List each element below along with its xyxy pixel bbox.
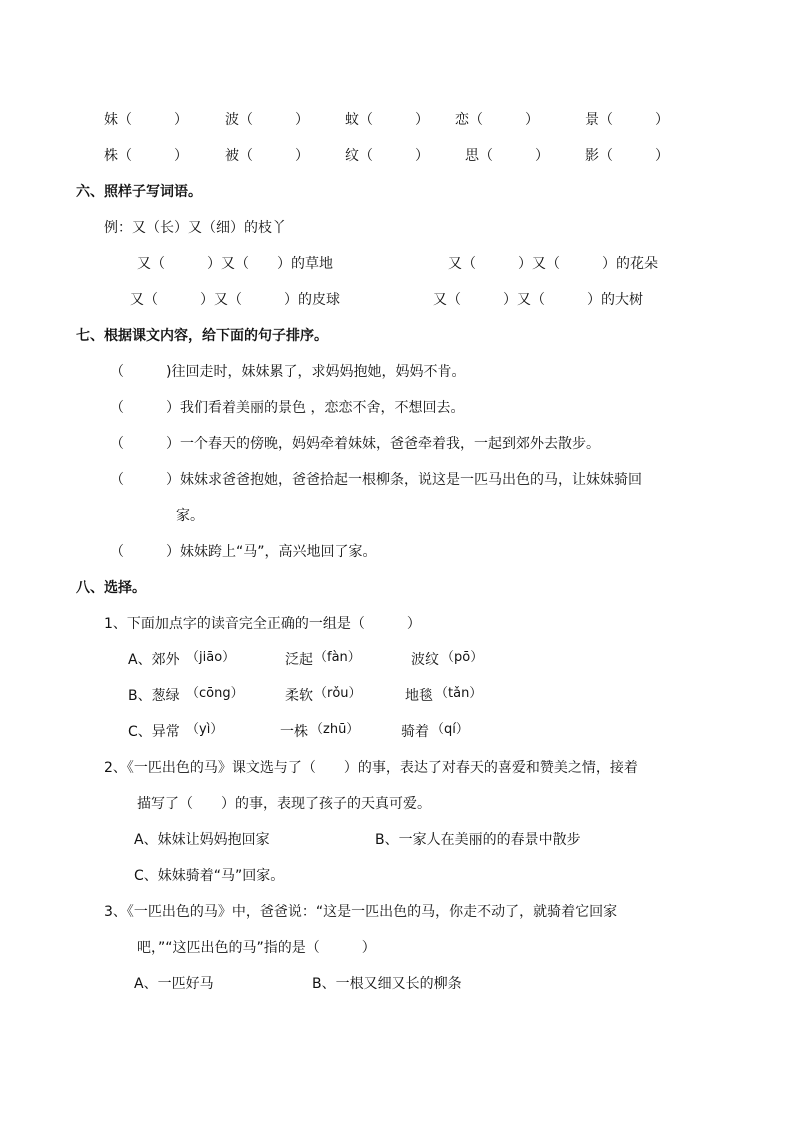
char-item: 影（ ） <box>585 148 669 164</box>
question-2-stem-cont: 描写了（ ）的事，表现了孩子的天真可爱。 <box>137 796 431 812</box>
char-item: 蚊（ ） <box>345 112 429 128</box>
order-item: （ )往回走时，妹妹累了，求妈妈抱她，妈妈不肯。 <box>110 364 466 380</box>
question-1-stem: 1、下面加点字的读音完全正确的一组是（ ） <box>104 616 421 632</box>
pinyin: （cōng） <box>186 686 244 701</box>
option-word: 一株 <box>280 724 308 740</box>
pinyin: （tǎn） <box>435 686 483 701</box>
q2-option-c: C、妹妹骑着“马”回家。 <box>134 868 285 884</box>
char-item: 株（ ） <box>104 148 188 164</box>
char-item: 思（ ） <box>465 148 549 164</box>
order-item: （ ）妹妹求爸爸抱她，爸爸拾起一根柳条，说这是一匹马出色的马，让妹妹骑回 <box>110 472 642 488</box>
question-3-stem-cont: 吧，”“这匹出色的马”指的是（ ） <box>137 940 376 956</box>
q2-option-b: B、一家人在美丽的的春景中散步 <box>375 832 581 848</box>
pinyin: （yì） <box>186 722 224 737</box>
char-item: 妹（ ） <box>104 112 188 128</box>
option-word: 波纹 <box>411 652 439 668</box>
q2-option-a: A、妹妹让妈妈抱回家 <box>134 832 270 848</box>
pinyin: （fàn） <box>314 650 361 665</box>
option-word: A、郊外 <box>128 652 180 668</box>
order-item: （ ）我们看着美丽的景色 ，恋恋不舍，不想回去。 <box>110 400 465 416</box>
fill-item: 又（ ）又（ ）的皮球 <box>130 292 340 308</box>
option-word: C、异常 <box>128 724 180 740</box>
pinyin: （zhū） <box>310 722 360 737</box>
question-2-stem: 2、《一匹出色的马》课文选与了（ ）的事，表达了对春天的喜爱和赞美之情，接着 <box>104 760 638 776</box>
fill-item: 又（ ）又（ ）的大树 <box>433 292 643 308</box>
char-item: 波（ ） <box>225 112 309 128</box>
q3-option-b: B、一根又细又长的柳条 <box>312 976 462 992</box>
pinyin: （qí） <box>431 722 469 737</box>
section-6-heading: 六、照样子写词语。 <box>76 184 202 200</box>
pinyin: （jiāo） <box>186 650 236 665</box>
char-item: 景（ ） <box>585 112 669 128</box>
option-word: 骑着 <box>401 724 429 740</box>
pinyin: （rǒu） <box>314 686 362 701</box>
example-line: 例：又（长）又（细）的枝丫 <box>104 220 286 236</box>
option-word: 地毯 <box>405 688 433 704</box>
fill-item: 又（ ）又（ ）的花朵 <box>448 256 658 272</box>
option-word: 柔软 <box>285 688 313 704</box>
fill-item: 又（ ）又（ ）的草地 <box>137 256 333 272</box>
option-word: B、葱绿 <box>128 688 180 704</box>
option-word: 泛起 <box>285 652 313 668</box>
pinyin: （pō） <box>441 650 484 665</box>
char-item: 恋（ ） <box>455 112 539 128</box>
order-item: （ ）妹妹跨上“马”，高兴地回了家。 <box>110 544 377 560</box>
char-item: 纹（ ） <box>345 148 429 164</box>
char-item: 被（ ） <box>225 148 309 164</box>
q3-option-a: A、一匹好马 <box>134 976 214 992</box>
section-8-heading: 八、选择。 <box>76 580 146 596</box>
section-7-heading: 七、根据课文内容，给下面的句子排序。 <box>76 328 328 344</box>
order-item: （ ）一个春天的傍晚，妈妈牵着妹妹，爸爸牵着我，一起到郊外去散步。 <box>110 436 600 452</box>
order-item-continuation: 家。 <box>176 508 204 524</box>
question-3-stem: 3、《一匹出色的马》中，爸爸说：“这是一匹出色的马，你走不动了，就骑着它回家 <box>104 904 618 920</box>
